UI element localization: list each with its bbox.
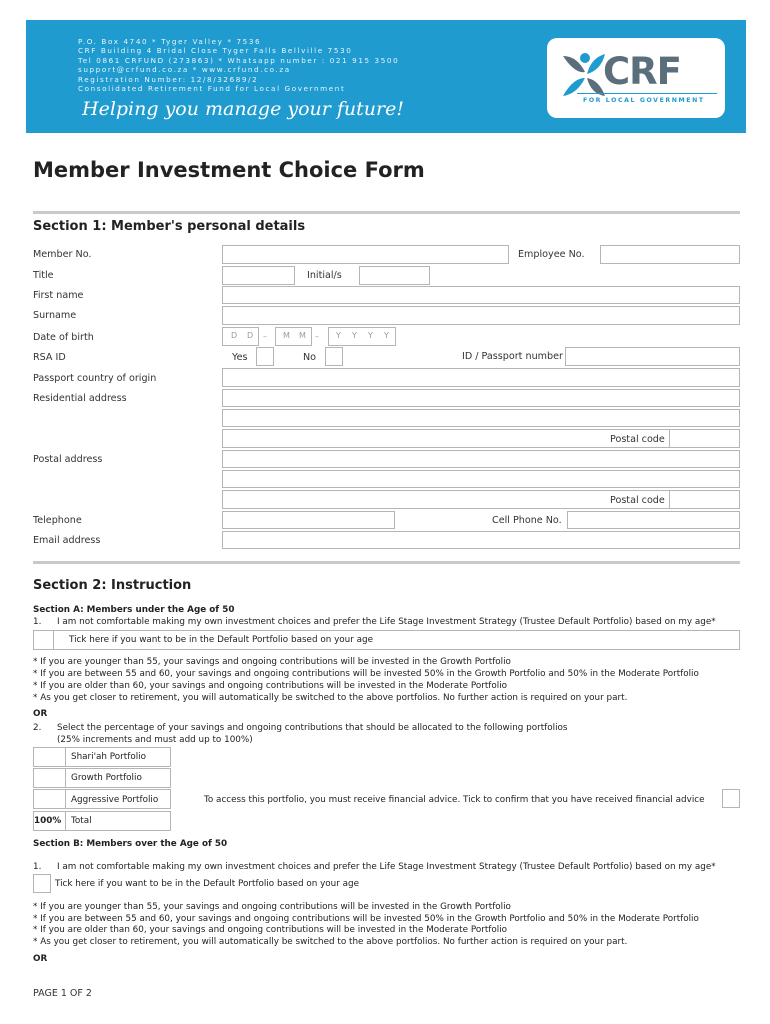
a-bullet: * If you are younger than 55, your savings and ongoing contributions will be invested in the Growth Portfolio [33, 657, 511, 667]
section1-title: Section 1: Member's personal details [33, 219, 306, 234]
b-bullet: * If you are between 55 and 60, your savings and ongoing contributions will be invested 50% in the Growth Portfolio and 50% in the Moderate Portfolio [33, 914, 699, 924]
telephone-input[interactable] [222, 511, 395, 529]
advice-note: To access this portfolio, you must receive financial advice. Tick to confirm that you have received financial advice [204, 795, 705, 805]
postal-postal-code-input[interactable] [669, 490, 740, 509]
initials-label: Initial/s [307, 270, 342, 281]
rsa-id-label: RSA ID [33, 352, 66, 363]
a2-text: Select the percentage of your savings and ongoing contributions that should be allocated to the following portfolios [57, 723, 568, 733]
logo-subtitle: FOR LOCAL GOVERNMENT [583, 97, 705, 104]
section-divider [33, 211, 740, 214]
a1-text: I am not comfortable making my own investment choices and prefer the Life Stage Investment Strategy (Trustee Default Portfolio) based on my age* [57, 617, 716, 627]
b1-default-checkbox[interactable] [33, 874, 51, 893]
passport-country-label: Passport country of origin [33, 373, 157, 384]
address-line: P.O. Box 4740 * Tyger Valley * 7536 [78, 37, 262, 46]
rsa-id-no-checkbox[interactable] [325, 347, 343, 366]
a2-subtext: (25% increments and must add up to 100%) [57, 735, 253, 745]
address-block [78, 37, 399, 93]
postal-code-label: Postal code [610, 434, 665, 445]
section2-title: Section 2: Instruction [33, 578, 192, 593]
b1-number: 1. [33, 862, 42, 872]
first-name-input[interactable] [222, 286, 740, 304]
dob-dash: – [315, 332, 319, 341]
dob-placeholder: D [247, 331, 254, 340]
dob-placeholder: Y [368, 331, 373, 340]
total-label: Total [71, 816, 92, 826]
employee-no-input[interactable] [600, 245, 740, 264]
address-line: CRF Building 4 Bridal Close Tyger Falls Bellville 7530 [78, 46, 353, 56]
crf-logo [547, 38, 725, 118]
surname-label: Surname [33, 310, 77, 321]
passport-country-input[interactable] [222, 368, 740, 387]
address-line: Consolidated Retirement Fund for Local Government [78, 84, 346, 94]
b1-tick-label: Tick here if you want to be in the Default Portfolio based on your age [55, 879, 360, 889]
dob-placeholder: Y [352, 331, 357, 340]
title-input[interactable] [222, 266, 295, 285]
dob-dash: – [263, 332, 267, 341]
postal-address-label: Postal address [33, 454, 103, 465]
aggressive-percent-input[interactable] [33, 789, 66, 809]
title-label: Title [33, 270, 54, 281]
member-no-input[interactable] [222, 245, 509, 264]
b-bullet: * If you are younger than 55, your savings and ongoing contributions will be invested in the Growth Portfolio [33, 902, 511, 912]
a-bullet: * If you are older than 60, your savings and ongoing contributions will be invested in the Moderate Portfolio [33, 681, 508, 691]
a1-default-checkbox[interactable] [33, 630, 54, 650]
b-bullet: * As you get closer to retirement, you will automatically be switched to the above portfolios. No further action is required on your part. [33, 937, 628, 947]
residential-address-label: Residential address [33, 393, 127, 404]
cell-phone-label: Cell Phone No. [492, 515, 562, 526]
section-a-title: Section A: Members under the Age of 50 [33, 605, 235, 615]
dob-placeholder: M [299, 331, 306, 340]
employee-no-label: Employee No. [518, 249, 585, 260]
a1-tick-label: Tick here if you want to be in the Default Portfolio based on your age [69, 635, 374, 645]
advice-confirm-checkbox[interactable] [722, 789, 740, 808]
postal-address-line2[interactable] [222, 470, 740, 488]
yes-label: Yes [232, 352, 248, 363]
growth-portfolio-label: Growth Portfolio [71, 773, 142, 783]
cell-phone-input[interactable] [567, 511, 740, 529]
b1-text: I am not comfortable making my own investment choices and prefer the Life Stage Investment Strategy (Trustee Default Portfolio) based on my age* [57, 862, 716, 872]
aggressive-portfolio-label: Aggressive Portfolio [71, 795, 159, 805]
member-no-label: Member No. [33, 249, 92, 260]
telephone-label: Telephone [33, 515, 82, 526]
rsa-id-yes-checkbox[interactable] [256, 347, 274, 366]
a1-number: 1. [33, 617, 42, 627]
dob-placeholder: Y [384, 331, 389, 340]
or-label: OR [33, 709, 48, 719]
residential-address-line2[interactable] [222, 409, 740, 427]
residential-postal-code-input[interactable] [669, 429, 740, 448]
logo-text: CRF [603, 50, 681, 93]
surname-input[interactable] [222, 306, 740, 325]
email-input[interactable] [222, 531, 740, 549]
page-number: PAGE 1 OF 2 [33, 988, 92, 999]
a-bullet: * If you are between 55 and 60, your savings and ongoing contributions will be invested 50% in the Growth Portfolio and 50% in the Moderate Portfolio [33, 669, 699, 679]
total-value: 100% [34, 816, 62, 826]
id-passport-label: ID / Passport number [462, 351, 563, 362]
residential-address-line1[interactable] [222, 389, 740, 407]
initials-input[interactable] [359, 266, 430, 285]
dob-month-input[interactable] [275, 327, 312, 346]
address-line: Registration Number: 12/8/32689/2 [78, 74, 259, 84]
a-bullet: * As you get closer to retirement, you will automatically be switched to the above portfolios. No further action is required on your part. [33, 693, 628, 703]
b-bullet: * If you are older than 60, your savings and ongoing contributions will be invested in the Moderate Portfolio [33, 925, 508, 935]
postal-code-label: Postal code [610, 495, 665, 506]
section-divider [33, 561, 740, 564]
a2-number: 2. [33, 723, 42, 733]
dob-day-input[interactable] [222, 327, 259, 346]
postal-address-line1[interactable] [222, 450, 740, 468]
dob-placeholder: Y [336, 331, 341, 340]
header-banner [26, 20, 746, 133]
address-line: support@crfund.co.za * www.crfund.co.za [78, 65, 291, 75]
logo-divider [577, 93, 717, 94]
first-name-label: First name [33, 290, 84, 301]
form-title: Member Investment Choice Form [33, 158, 425, 182]
slogan: Helping you manage your future! [82, 98, 405, 120]
or-label: OR [33, 954, 48, 964]
dob-label: Date of birth [33, 332, 94, 343]
no-label: No [303, 352, 317, 363]
dob-placeholder: M [283, 331, 290, 340]
id-passport-input[interactable] [565, 347, 740, 366]
growth-percent-input[interactable] [33, 768, 66, 788]
email-label: Email address [33, 535, 101, 546]
sharia-percent-input[interactable] [33, 747, 66, 767]
dob-placeholder: D [231, 331, 238, 340]
sharia-portfolio-label: Shari'ah Portfolio [71, 752, 146, 762]
section-b-title: Section B: Members over the Age of 50 [33, 839, 228, 849]
address-line: Tel 0861 CRFUND (273863) * Whatsapp number : 021 915 3500 [78, 55, 400, 65]
